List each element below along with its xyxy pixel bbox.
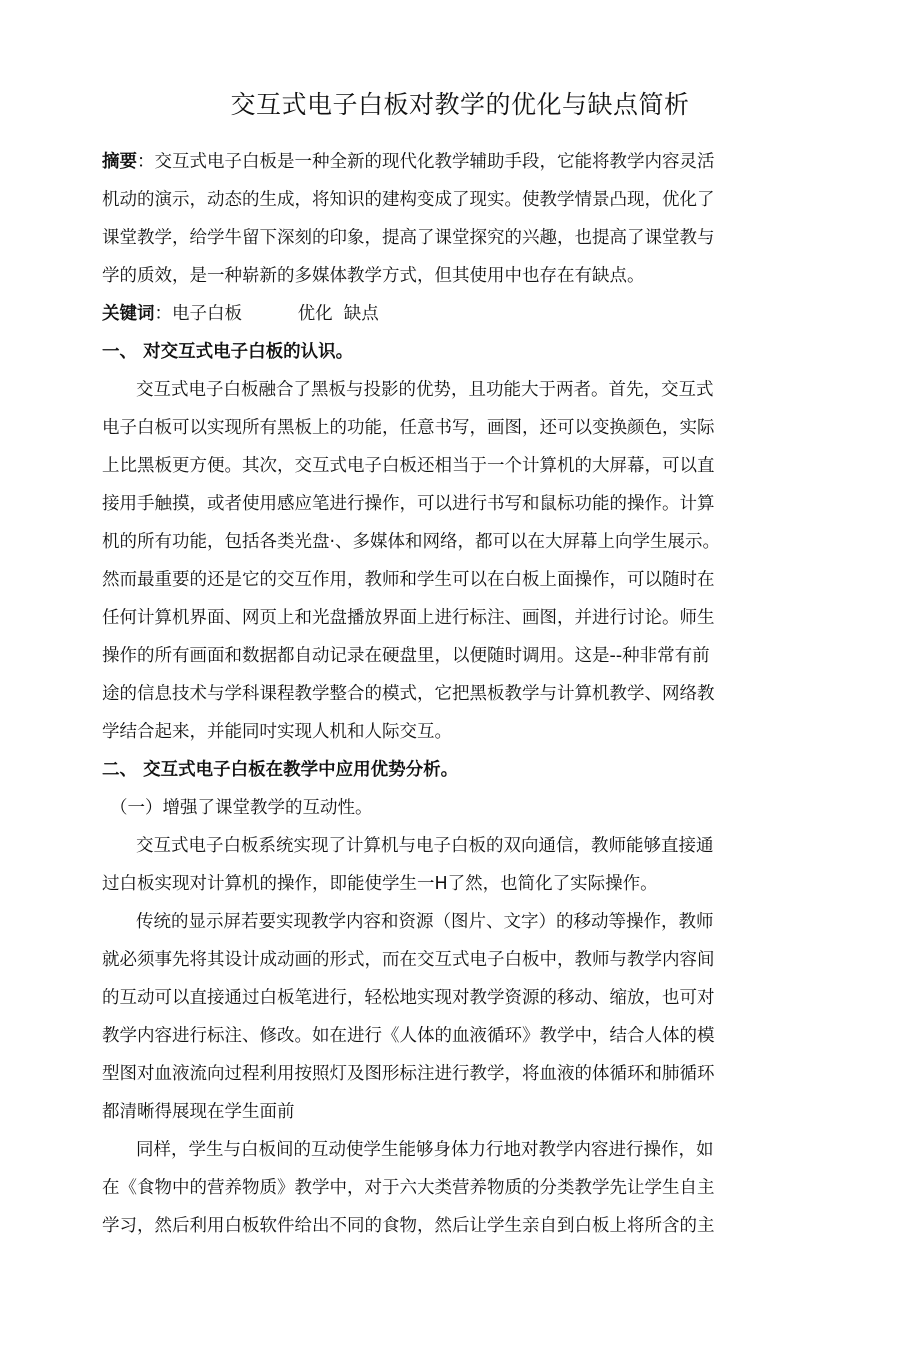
document-body (102, 143, 792, 1245)
paragraph-line: 学结合起来，并能同吋实现人机和人际交互。 (102, 722, 452, 742)
paragraph-line: 同样，学生与白板间的互动使学生能够身体力行地对教学内容进行操作，如 (136, 1140, 714, 1160)
paragraph-line: 交互式电子白板系统实现了计算机与电子白板的双向通信，教师能够直接通 (136, 836, 714, 856)
keywords-label: 关键词 (102, 304, 155, 324)
paragraph-line: 交互式电子白板融合了黑板与投影的优势，且功能大于两者。首先，交互式 (136, 380, 714, 400)
page-title: 交互式电子白板对教学的优化与缺点简析 (230, 90, 690, 119)
abstract-line: 课堂教学，给学牛留下深刻的印象，提高了课堂探究的兴趣，也提高了课堂教与 (102, 228, 715, 248)
paragraph-line: 任何计算机界面、网页上和光盘播放界面上进行标注、画图，并进行讨论。师生 (102, 608, 715, 628)
paragraph-line: 的互动可以直接通过白板笔进行，轻松地实现对教学资源的移动、缩放，也可对 (102, 988, 715, 1008)
abstract-text: 交互式电子白板是一种全新的现代化教学辅助手段，它能将教学内容灵活 (154, 152, 715, 172)
paragraph-line: 途的信息技术与学科课程教学整合的模式，它把黑板教学与计算机教学、网络教 (102, 684, 715, 704)
paragraph-line: 学习，然后利用白板软件给出不同的食物，然后让学生亲自到白板上将所含的主 (102, 1216, 715, 1236)
abstract-colon: ： (137, 152, 155, 172)
abstract-label: 摘要 (102, 152, 137, 172)
keywords-value: 电子白板 优化 缺点 (172, 304, 379, 324)
paragraph-line: 在《食物中的营养物质》教学中，对于六大类营养物质的分类教学先让学生自主 (102, 1178, 715, 1198)
abstract-line (102, 143, 792, 181)
abstract-line: 学的质效，是一种崭新的多媒体教学方式，但其使用中也存在有缺点。 (102, 266, 645, 286)
section-heading: 一、 对交互式电子白板的认识。 (102, 342, 354, 362)
paragraph-line: 操作的所有画面和数据都自动记录在硬盘里，以便随时调用。这是--种非常有前 (102, 646, 710, 666)
abstract-line: 机动的演示，动态的生成，将知识的建构变成了现实。使教学情景凸现，优化了 (102, 190, 715, 210)
paragraph-line: 上比黑板更方便。其次，交互式电子白板还相当于一个计算机的大屏幕，可以直 (102, 456, 715, 476)
keywords-line (102, 295, 792, 333)
paragraph-line: 型图对血液流向过程利用按照灯及图形标注进行教学，将血液的体循环和肺循环 (102, 1064, 715, 1084)
subsection-heading: （一）增强了课堂教学的互动性。 (110, 798, 373, 818)
paragraph-line: 然而最重要的还是它的交互作用，教师和学生可以在白板上面操作，可以随时在 (102, 570, 715, 590)
paragraph-line: 传统的显示屏若要实现教学内容和资源（图片、文字）的移动等操作，教师 (136, 912, 714, 932)
paragraph-line: 就必须事先将其设计成动画的形式，而在交互式电子白板中，教师与教学内容间 (102, 950, 715, 970)
paragraph-line: 教学内容进行标注、修改。如在进行《人体的血液循环》教学中，结合人体的模 (102, 1026, 715, 1046)
paragraph-line: 接用手触摸，或者使用感应笔进行操作，可以进行书写和鼠标功能的操作。计算 (102, 494, 715, 514)
paragraph-line: 电子白板可以实现所有黑板上的功能，任意书写，画图，还可以变换颜色，实际 (102, 418, 715, 438)
paragraph-line: 机的所有功能，包括各类光盘·、多媒体和网络，都可以在大屏幕上向学生展示。 (102, 532, 721, 552)
paragraph-line: 都清晰得展现在学生面前 (102, 1102, 295, 1122)
section-heading: 二、 交互式电子白板在教学中应用优势分析。 (102, 760, 459, 780)
keywords-colon: ： (154, 304, 172, 324)
paragraph-line: 过白板实现对计算机的操作，即能使学生一H了然，也简化了实际操作。 (102, 874, 658, 894)
